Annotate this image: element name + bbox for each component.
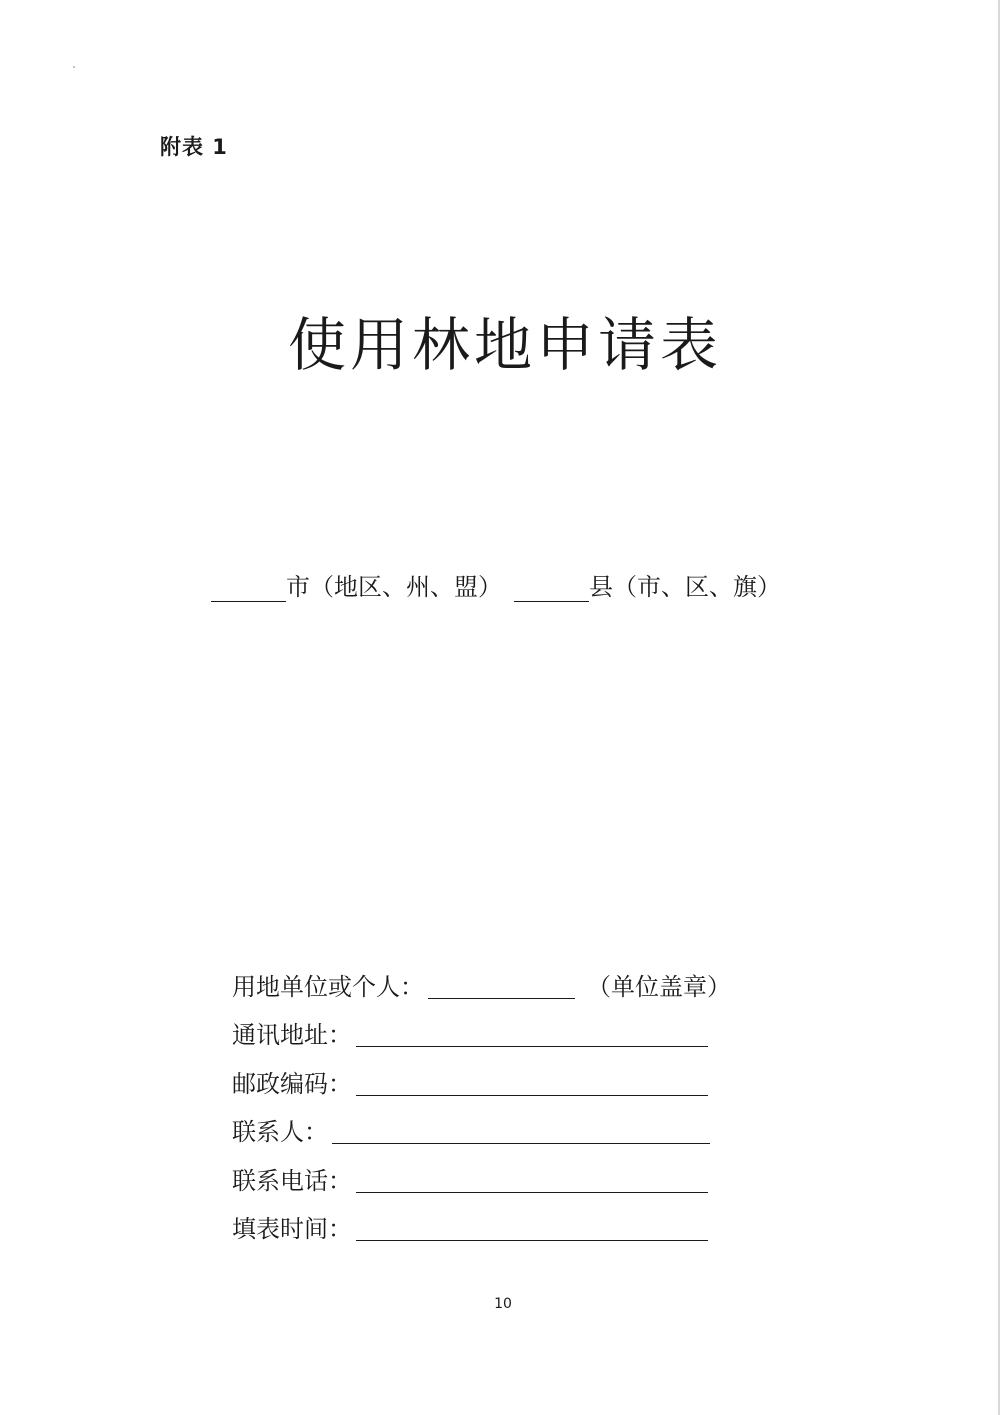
scan-speck: [73, 66, 75, 68]
page-number: 10: [494, 1296, 512, 1312]
seal-note-label: （单位盖章）: [587, 972, 731, 1001]
form-title: 使用林地申请表: [287, 310, 722, 379]
attachment-label: 附表 1: [160, 135, 228, 159]
region-line: [211, 572, 781, 602]
address-label: 通讯地址：: [232, 1021, 352, 1049]
city-blank-field[interactable]: [211, 575, 286, 602]
phone-row: [232, 1149, 731, 1198]
county-suffix-label: 县（市、区、旗）: [589, 573, 781, 601]
city-suffix-label: 市（地区、州、盟）: [286, 573, 502, 601]
applicant-row: [232, 955, 731, 1004]
contact-label: 联系人：: [232, 1118, 328, 1146]
postcode-label: 邮政编码：: [232, 1069, 352, 1098]
applicant-info-fields: [232, 955, 731, 1246]
postcode-blank-field[interactable]: [356, 1067, 708, 1096]
postcode-row: [232, 1052, 731, 1101]
address-row: [232, 1004, 731, 1053]
date-blank-field[interactable]: [356, 1212, 708, 1241]
date-label: 填表时间：: [232, 1215, 352, 1243]
contact-blank-field[interactable]: [332, 1115, 710, 1144]
county-blank-field[interactable]: [514, 575, 589, 602]
applicant-blank-field[interactable]: [428, 970, 575, 999]
contact-row: [232, 1101, 731, 1150]
date-row: [232, 1198, 731, 1247]
applicant-label: 用地单位或个人：: [232, 972, 424, 1001]
phone-label: 联系电话：: [232, 1166, 352, 1195]
phone-blank-field[interactable]: [356, 1164, 708, 1193]
address-blank-field[interactable]: [356, 1018, 708, 1047]
